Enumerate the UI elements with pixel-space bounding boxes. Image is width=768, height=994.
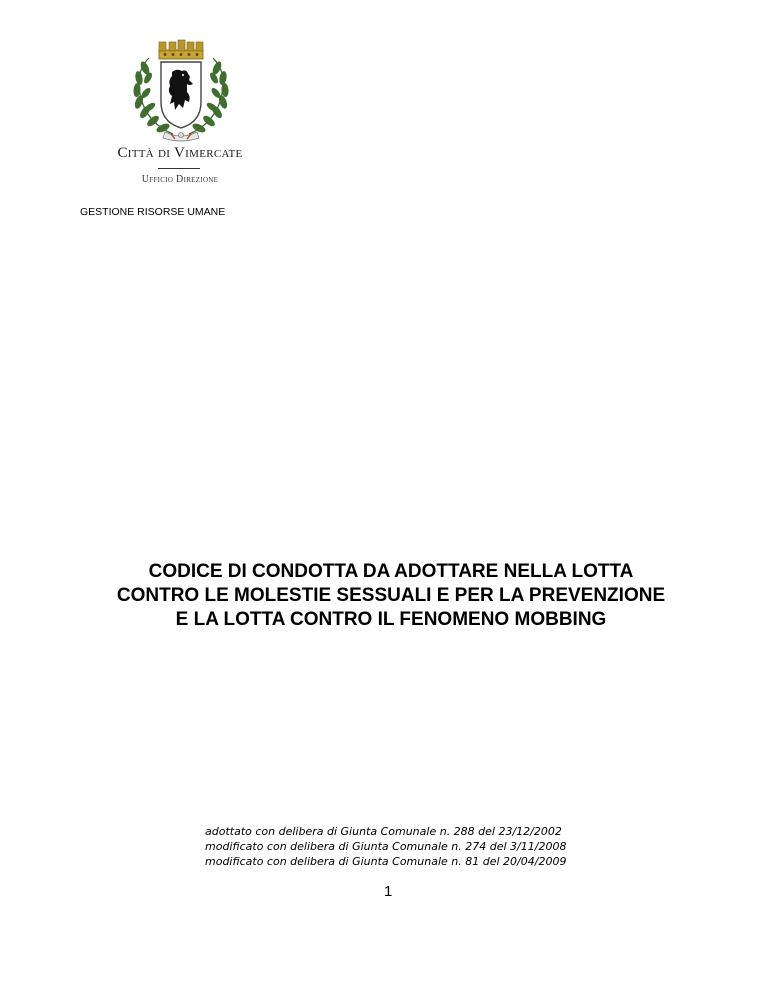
title-line: CONTRO LE MOLESTIE SESSUALI E PER LA PREVENZIONE [116,585,666,606]
city-name-divider [158,168,200,169]
city-name: Città di Vimercate [117,145,243,161]
title-line: CODICE DI CONDOTTA DA ADOTTARE NELLA LOTTA [148,561,634,582]
office-name: Ufficio Direzione [141,174,219,185]
adoption-notes [205,824,566,869]
adoption-note: adottato con delibera di Giunta Comunale n. 288 del 23/12/2002 [205,825,562,838]
adoption-note: modificato con delibera di Giunta Comunale n. 274 del 3/11/2008 [205,840,567,853]
title-line: E LA LOTTA CONTRO IL FENOMENO MOBBING [175,609,607,630]
department-label: GESTIONE RISORSE UMANE [80,206,226,218]
ribbon-icon [163,132,199,141]
coat-of-arms-icon [125,38,237,144]
shield-icon [161,62,201,128]
document-title [40,560,742,632]
adoption-note: modificato con delibera di Giunta Comunale n. 81 del 20/04/2009 [205,855,567,868]
page-number: 1 [384,883,393,900]
crown-icon [159,40,203,59]
